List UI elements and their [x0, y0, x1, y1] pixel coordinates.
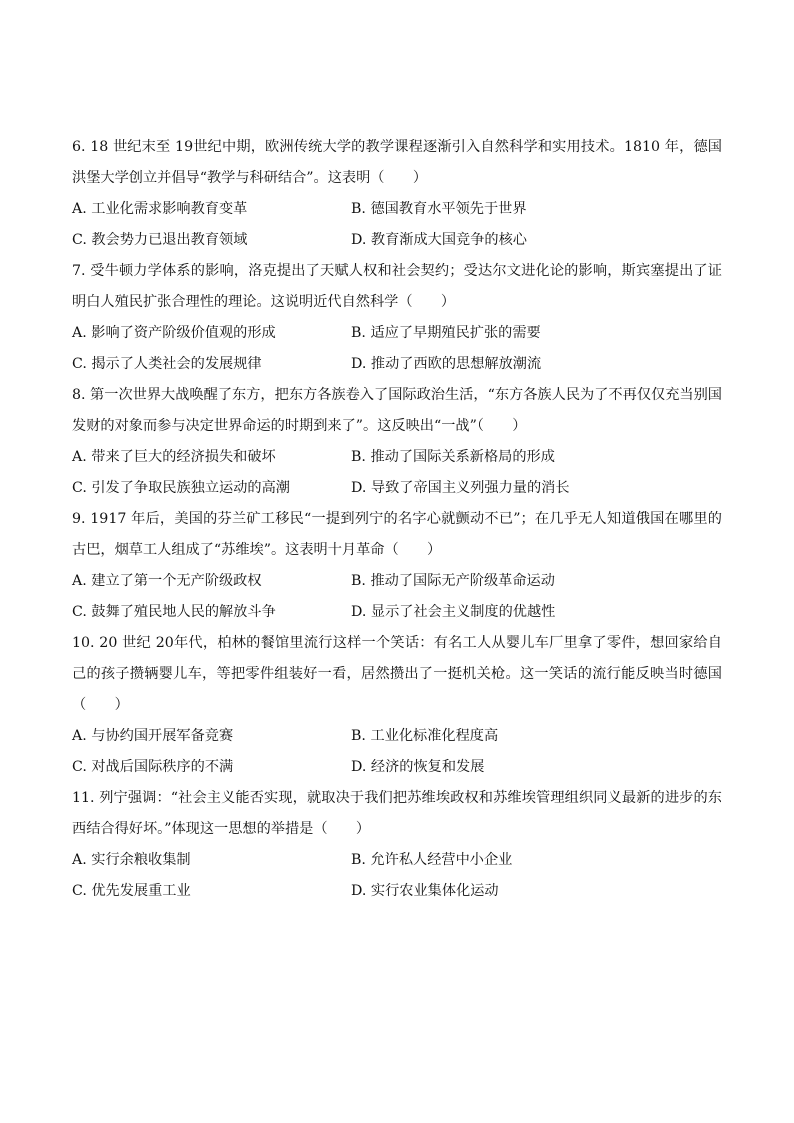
question-7	[72, 256, 722, 380]
option-d[interactable]: D. 实行农业集体化运动	[351, 883, 499, 899]
question-stem: 10. 20 世纪 20年代，柏林的餐馆里流行这样一个笑话：有名工人从婴儿车厂里拿了零件，想回家给自己的孩子攒辆婴儿车，等把零件组装好一看，居然攒出了一挺机关枪。这一笑话的流行能反映当时德国（ ）	[72, 635, 722, 713]
option-d[interactable]: D. 教育渐成大国竞争的核心	[351, 232, 527, 248]
option-list	[72, 566, 722, 628]
option-d[interactable]: D. 推动了西欧的思想解放潮流	[351, 356, 542, 372]
option-list	[72, 442, 722, 504]
option-a[interactable]: A. 与协约国开展军备竞赛	[72, 728, 234, 744]
option-list	[72, 194, 722, 256]
option-a[interactable]: A. 建立了第一个无产阶级政权	[72, 573, 262, 589]
option-c[interactable]: C. 引发了争取民族独立运动的高潮	[72, 480, 290, 496]
option-d[interactable]: D. 显示了社会主义制度的优越性	[351, 604, 556, 620]
option-list	[72, 721, 722, 783]
option-d[interactable]: D. 经济的恢复和发展	[351, 759, 485, 775]
option-a[interactable]: A. 实行余粮收集制	[72, 852, 191, 868]
option-b[interactable]: B. 推动了国际无产阶级革命运动	[351, 573, 555, 589]
option-a[interactable]: A. 工业化需求影响教育变革	[72, 201, 248, 217]
question-9	[72, 504, 722, 628]
option-c[interactable]: C. 教会势力已退出教育领域	[72, 232, 248, 248]
question-stem: 9. 1917 年后，美国的芬兰矿工移民“一提到列宁的名字心就颤动不已”；在几乎无人知道俄国在哪里的古巴，烟草工人组成了“苏维埃”。这表明十月革命（ ）	[72, 511, 722, 558]
question-8	[72, 380, 722, 504]
question-stem: 11. 列宁强调：“社会主义能否实现，就取决于我们把苏维埃政权和苏维埃管理组织同义最新的进步的东西结合得好坏。”体现这一思想的举措是（ ）	[72, 790, 722, 837]
question-stem: 7. 受牛顿力学体系的影响，洛克提出了天赋人权和社会契约；受达尔文进化论的影响，斯宾塞提出了证明白人殖民扩张合理性的理论。这说明近代自然科学（ ）	[72, 263, 722, 310]
option-b[interactable]: B. 允许私人经营中小企业	[351, 852, 513, 868]
question-11	[72, 783, 722, 907]
option-c[interactable]: C. 揭示了人类社会的发展规律	[72, 356, 262, 372]
question-6	[72, 132, 722, 256]
question-stem: 8. 第一次世界大战唤醒了东方，把东方各族卷入了国际政治生活，“东方各族人民为了不再仅仅充当别国发财的对象而参与决定世界命运的时期到来了”。这反映出“一战”（ ）	[72, 387, 722, 434]
option-c[interactable]: C. 优先发展重工业	[72, 883, 191, 899]
option-b[interactable]: B. 推动了国际关系新格局的形成	[351, 449, 555, 465]
option-list	[72, 845, 722, 907]
option-c[interactable]: C. 对战后国际秩序的不满	[72, 759, 234, 775]
option-a[interactable]: A. 带来了巨大的经济损失和破坏	[72, 449, 276, 465]
question-10	[72, 628, 722, 783]
option-b[interactable]: B. 工业化标准化程度高	[351, 728, 499, 744]
option-d[interactable]: D. 导致了帝国主义列强力量的消长	[351, 480, 570, 496]
option-c[interactable]: C. 鼓舞了殖民地人民的解放斗争	[72, 604, 276, 620]
question-list	[72, 132, 722, 907]
option-list	[72, 318, 722, 380]
option-b[interactable]: B. 适应了早期殖民扩张的需要	[351, 325, 541, 341]
question-stem: 6. 18 世纪末至 19世纪中期，欧洲传统大学的教学课程逐渐引入自然科学和实用技术。1810 年，德国洪堡大学创立并倡导“教学与科研结合”。这表明（ ）	[72, 139, 722, 186]
option-a[interactable]: A. 影响了资产阶级价值观的形成	[72, 325, 276, 341]
option-b[interactable]: B. 德国教育水平领先于世界	[351, 201, 527, 217]
